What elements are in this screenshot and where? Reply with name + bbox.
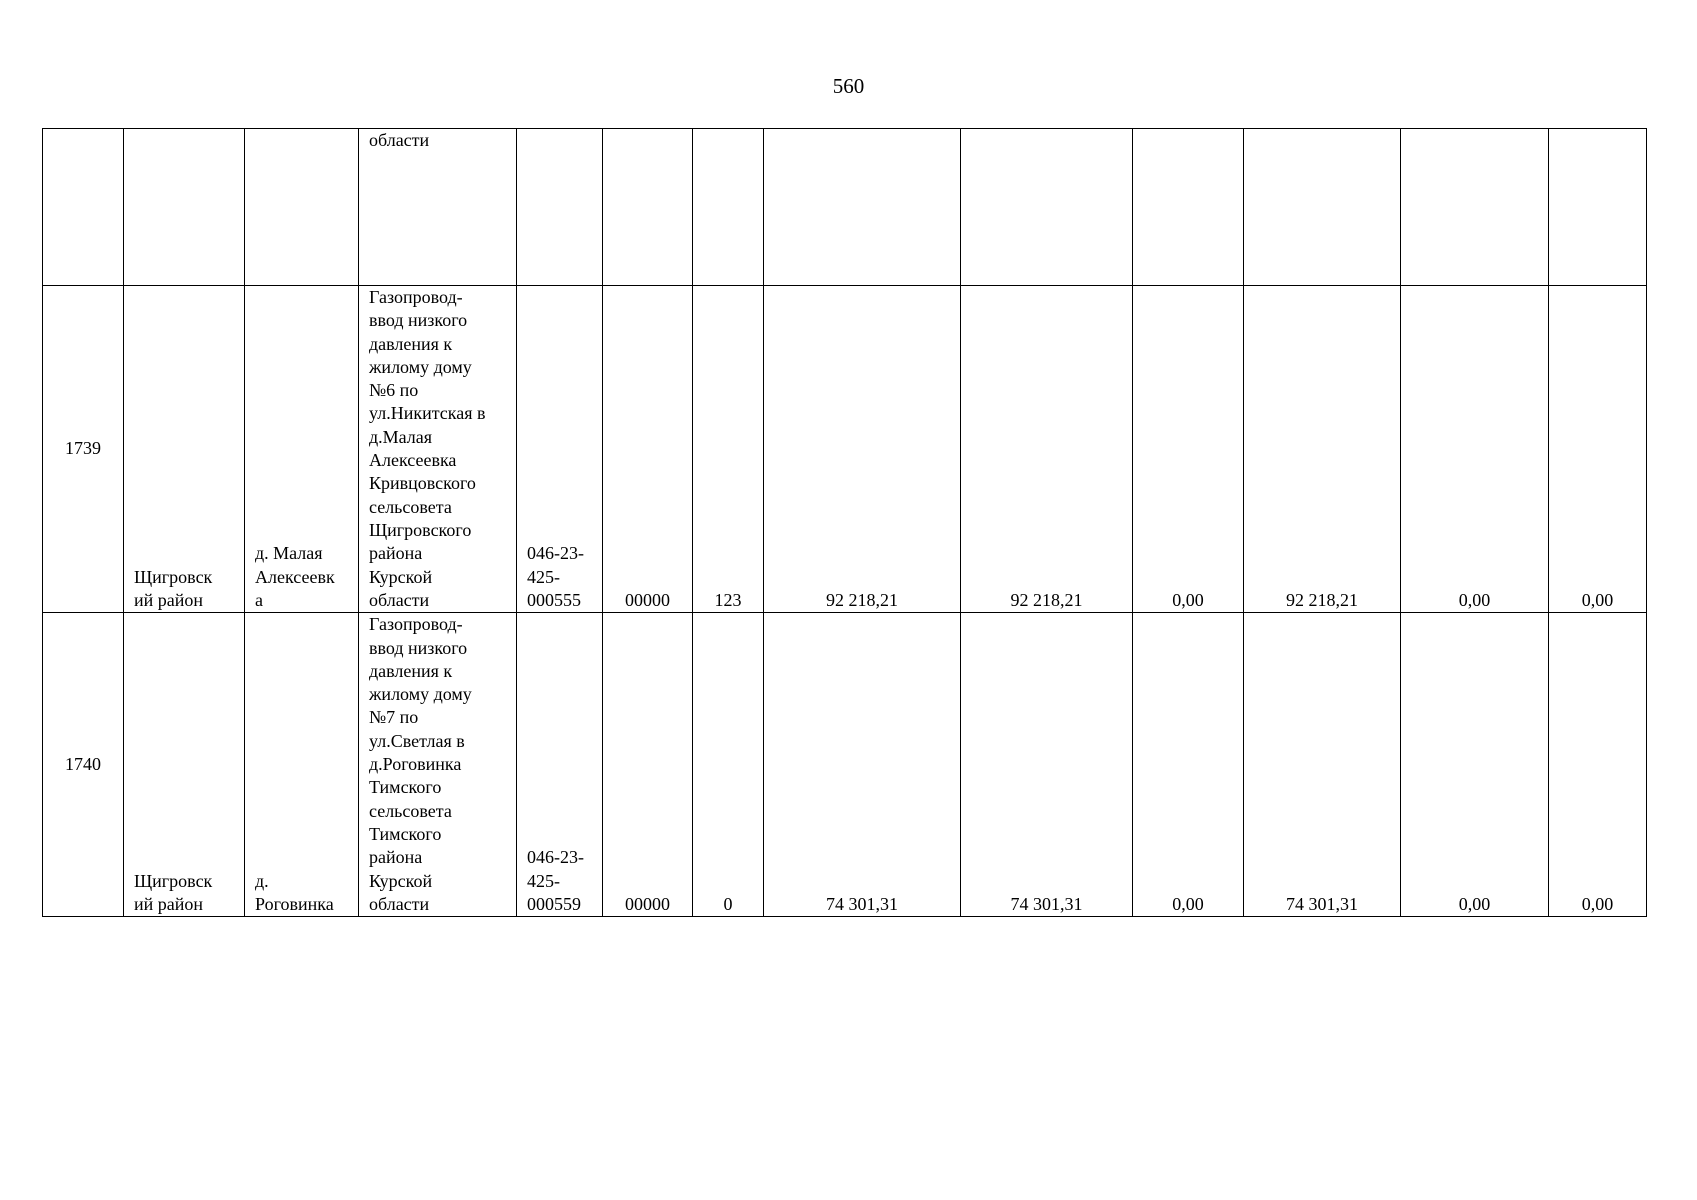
cell-code3: [693, 129, 764, 286]
cell-sum2: 92 218,21: [961, 286, 1133, 613]
cell-description: Газопровод- ввод низкого давления к жилому дому №7 по ул.Светлая в д.Роговинка Тимского сельсовета Тимского района Курской области: [359, 613, 517, 917]
cell-district: Щигровск ий район: [124, 613, 245, 917]
cell-description: Газопровод- ввод низкого давления к жилому дому №6 по ул.Никитская в д.Малая Алексеевка Кривцовского сельсовета Щигровского района Курской области: [359, 286, 517, 613]
cell-code3: 123: [693, 286, 764, 613]
cell-sum6: 0,00: [1549, 613, 1647, 917]
page-number: 560: [832, 74, 865, 98]
cell-sum5: [1401, 129, 1549, 286]
cell-sum3: 0,00: [1133, 613, 1244, 917]
registry-table: [42, 128, 1647, 917]
cell-registry-code: 046-23- 425- 000555: [517, 286, 603, 613]
cell-sum6: 0,00: [1549, 286, 1647, 613]
cell-sum5: 0,00: [1401, 286, 1549, 613]
cell-code2: [603, 129, 693, 286]
cell-number: 1740: [43, 613, 124, 917]
cell-sum2: 74 301,31: [961, 613, 1133, 917]
cell-code2: 00000: [603, 613, 693, 917]
cell-sum4: 92 218,21: [1244, 286, 1401, 613]
cell-sum3: 0,00: [1133, 286, 1244, 613]
cell-description: области: [359, 129, 517, 286]
cell-registry-code: 046-23- 425- 000559: [517, 613, 603, 917]
cell-code2: 00000: [603, 286, 693, 613]
cell-sum1: 74 301,31: [764, 613, 961, 917]
cell-sum3: [1133, 129, 1244, 286]
cell-code3: 0: [693, 613, 764, 917]
cell-locality: д. Малая Алексеевк а: [245, 286, 359, 613]
cell-sum1: 92 218,21: [764, 286, 961, 613]
cell-registry-code: [517, 129, 603, 286]
table-row: [43, 286, 1647, 613]
cell-number: [43, 129, 124, 286]
cell-sum2: [961, 129, 1133, 286]
table-row: [43, 613, 1647, 917]
table-row-continuation: [43, 129, 1647, 286]
cell-sum4: [1244, 129, 1401, 286]
cell-locality: [245, 129, 359, 286]
cell-sum4: 74 301,31: [1244, 613, 1401, 917]
cell-number: 1739: [43, 286, 124, 613]
cell-sum6: [1549, 129, 1647, 286]
cell-district: [124, 129, 245, 286]
cell-sum5: 0,00: [1401, 613, 1549, 917]
cell-sum1: [764, 129, 961, 286]
cell-district: Щигровск ий район: [124, 286, 245, 613]
cell-locality: д. Роговинка: [245, 613, 359, 917]
